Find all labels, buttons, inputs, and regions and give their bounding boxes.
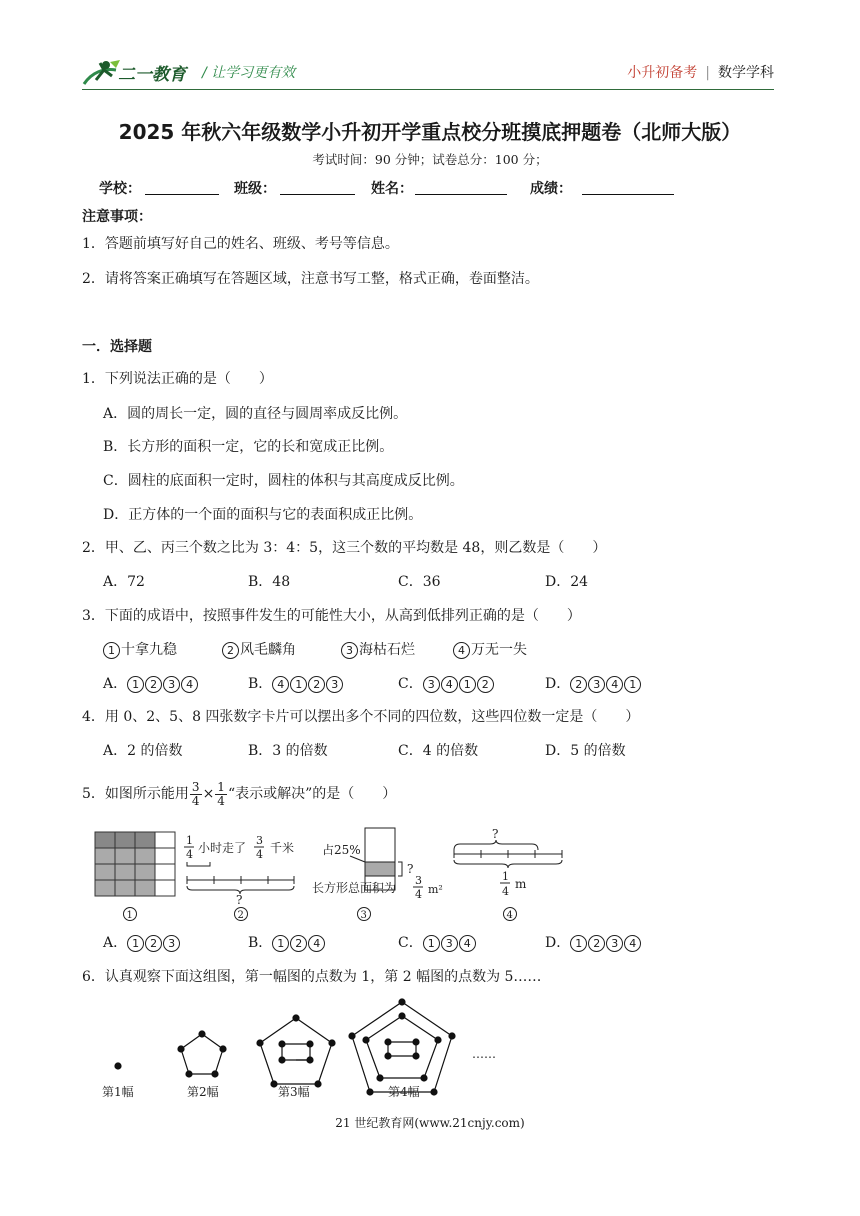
q3-idiom-3 (341, 640, 415, 660)
seq-num: 4 (624, 935, 641, 952)
q5-option-a (103, 933, 181, 953)
q2-stem: 2．甲、乙、丙三个数之比为 3：4：5，这三个数的平均数是 48，则乙数是（ ） (82, 540, 607, 556)
logo-text: 二一教育 (118, 65, 186, 85)
q6-ellipsis: …… (472, 1047, 496, 1061)
q6-stem: 6．认真观察下面这组图，第一幅图的点数为 1，第 2 幅图的点数为 5…… (82, 969, 542, 985)
fig3-frac-num: 3 (415, 874, 422, 887)
q6-label-1: 第1幅 (102, 1085, 134, 1099)
q3-idiom-text: 海枯石烂 (359, 642, 415, 658)
class-label: 班级： (234, 181, 276, 197)
option-letter: C． (398, 676, 423, 692)
q3-stem: 3．下面的成语中，按照事件发生的可能性大小，从高到低排列正确的是（ ） (82, 608, 581, 624)
seq-num: 2 (290, 935, 307, 952)
page-footer: 21 世纪教育网(www.21cnjy.com) (335, 1116, 525, 1130)
slogan: / 让学习更有效 (202, 65, 296, 81)
q3-idiom-text: 十拿九稳 (121, 642, 177, 658)
notice-item-1: 1．答题前填写好自己的姓名、班级、考号等信息。 (82, 236, 399, 252)
q3-option-c (398, 674, 495, 694)
seq-num: 1 (290, 676, 307, 693)
option-letter: B． (248, 676, 273, 692)
seq-num: 4 (606, 676, 623, 693)
notice-heading: 注意事项： (82, 209, 152, 225)
fig-label-2: 2 (237, 910, 244, 921)
seq-num: 2 (570, 676, 587, 693)
denominator: 4 (191, 793, 200, 808)
option-letter: A． (103, 676, 128, 692)
seq-num: 3 (163, 676, 180, 693)
q1-option-a: A．圆的周长一定，圆的直径与圆周率成反比例。 (103, 406, 408, 422)
header-divider (82, 89, 774, 90)
seq-num: 2 (588, 935, 605, 952)
school-field[interactable] (145, 194, 219, 195)
q4-option-a: A．2 的倍数 (103, 743, 183, 759)
seq-num: 3 (441, 935, 458, 952)
q4-stem: 4．用 0、2、5、8 四张数字卡片可以摆出多个不同的四位数，这些四位数一定是（ ） (82, 709, 640, 725)
seq-num: 2 (145, 676, 162, 693)
option-letter: D． (545, 676, 571, 692)
page-title: 2025 年秋六年级数学小升初开学重点校分班摸底押题卷（北师大版） (118, 120, 742, 144)
score-label: 成绩： (530, 181, 572, 197)
seq-num: 3 (588, 676, 605, 693)
q6-label-3: 第3幅 (278, 1085, 310, 1099)
q5-figures (82, 822, 582, 926)
fig3-caption: 长方形总面积为 (312, 881, 397, 895)
q2-option-d: D．24 (545, 574, 589, 590)
seq-num: 4 (181, 676, 198, 693)
seq-num: 1 (423, 935, 440, 952)
denominator: 4 (217, 793, 225, 808)
q4-option-c: C．4 的倍数 (398, 743, 479, 759)
q5-stem (82, 780, 396, 808)
q3-idiom-4 (453, 640, 527, 660)
seq-num: 3 (606, 935, 623, 952)
option-letter: A． (103, 935, 128, 951)
seq-num: 1 (272, 935, 289, 952)
seq-num: 1 (624, 676, 641, 693)
q3-idiom-1 (103, 640, 177, 660)
fig2-frac-b-num: 3 (256, 834, 263, 847)
q3-idiom-text: 万无一失 (471, 642, 527, 658)
fig4-frac-den: 4 (502, 885, 509, 898)
q5-fig4 (454, 827, 562, 898)
fraction (215, 781, 227, 808)
header-right (627, 62, 774, 82)
q4-option-d: D．5 的倍数 (545, 743, 626, 759)
fraction (190, 781, 202, 808)
class-field[interactable] (280, 194, 355, 195)
seq-num: 4 (441, 676, 458, 693)
q3-idiom-2 (222, 640, 296, 660)
subject-label: 数学学科 (718, 65, 774, 81)
q3-option-a (103, 674, 199, 694)
fig2-frac-a-num: 1 (186, 834, 193, 847)
q1-stem: 1．下列说法正确的是（ ） (82, 371, 273, 387)
q1-option-d: D．正方体的一个面的面积与它的表面积成正比例。 (103, 507, 423, 523)
seq-num: 3 (423, 676, 440, 693)
q5-option-d (545, 933, 642, 953)
seq-num: 3 (326, 676, 343, 693)
q3-idiom-num: 1 (103, 642, 120, 659)
numerator: 3 (191, 779, 200, 794)
fig2-text-post: 千米 (270, 841, 295, 855)
school-label: 学校： (99, 181, 141, 197)
option-letter: B． (248, 935, 273, 951)
section-heading: 一．选择题 (82, 339, 152, 355)
fig2-text-pre: 小时走了 (198, 841, 247, 855)
seq-num: 1 (127, 935, 144, 952)
fig2-question: ? (236, 893, 243, 907)
q3-idiom-num: 2 (222, 642, 239, 659)
header-separator: | (705, 65, 710, 81)
notice-item-2: 2．请将答案正确填写在答题区域，注意书写工整，格式正确，卷面整洁。 (82, 271, 539, 287)
seq-num: 4 (459, 935, 476, 952)
q2-option-c: C．36 (398, 574, 441, 590)
q1-option-b: B．长方形的面积一定，它的长和宽成正比例。 (103, 439, 394, 455)
q5-option-b (248, 933, 326, 953)
fig2-frac-a-den: 4 (186, 848, 193, 861)
times-sign: × (202, 786, 215, 802)
fig3-frac-den: 4 (415, 888, 422, 901)
fig4-question: ? (492, 827, 499, 841)
q5-fig1-grid (95, 832, 175, 896)
q2-option-b: B．48 (248, 574, 291, 590)
fig2-frac-b-den: 4 (256, 848, 263, 861)
fig3-question: ? (407, 862, 414, 876)
q5-option-c (398, 933, 477, 953)
name-field[interactable] (415, 194, 507, 195)
fig3-unit: m² (428, 883, 443, 896)
seq-num: 2 (145, 935, 162, 952)
seq-num: 1 (459, 676, 476, 693)
q3-option-d (545, 674, 642, 694)
fig4-unit: m (515, 877, 527, 891)
option-letter: C． (398, 935, 423, 951)
seq-num: 4 (272, 676, 289, 693)
exam-info: 考试时间：90 分钟；试卷总分：100 分； (312, 152, 548, 167)
seq-num: 4 (308, 935, 325, 952)
q5-fig3 (312, 828, 443, 901)
q2-option-a: A．72 (103, 574, 145, 590)
q5-stem-suffix: “表示或解决”的是（ ） (227, 786, 397, 802)
fig-label-3: 3 (360, 910, 367, 921)
seq-num: 1 (570, 935, 587, 952)
fig-label-4: 4 (506, 910, 513, 921)
q3-idiom-num: 4 (453, 642, 470, 659)
q3-option-b (248, 674, 344, 694)
seq-num: 3 (163, 935, 180, 952)
option-letter: D． (545, 935, 571, 951)
name-label: 姓名： (371, 181, 413, 197)
seq-num: 1 (127, 676, 144, 693)
fig4-frac-num: 1 (502, 870, 509, 883)
q5-fig2 (184, 834, 294, 907)
q3-idiom-num: 3 (341, 642, 358, 659)
seq-num: 2 (308, 676, 325, 693)
q6-label-2: 第2幅 (187, 1085, 219, 1099)
seq-num: 2 (477, 676, 494, 693)
q3-idiom-text: 风毛麟角 (240, 642, 296, 658)
q5-stem-prefix: 5．如图所示能用 (82, 786, 189, 802)
fig3-percent: 占25% (322, 843, 361, 857)
q1-option-c: C．圆柱的底面积一定时，圆柱的体积与其高度成反比例。 (103, 473, 464, 489)
category-label: 小升初备考 (627, 65, 698, 81)
q6-figures (90, 998, 530, 1106)
fig-label-1: 1 (126, 910, 133, 921)
score-field[interactable] (582, 194, 674, 195)
q6-label-4: 第4幅 (388, 1085, 420, 1099)
numerator: 1 (217, 779, 225, 794)
q4-option-b: B．3 的倍数 (248, 743, 328, 759)
